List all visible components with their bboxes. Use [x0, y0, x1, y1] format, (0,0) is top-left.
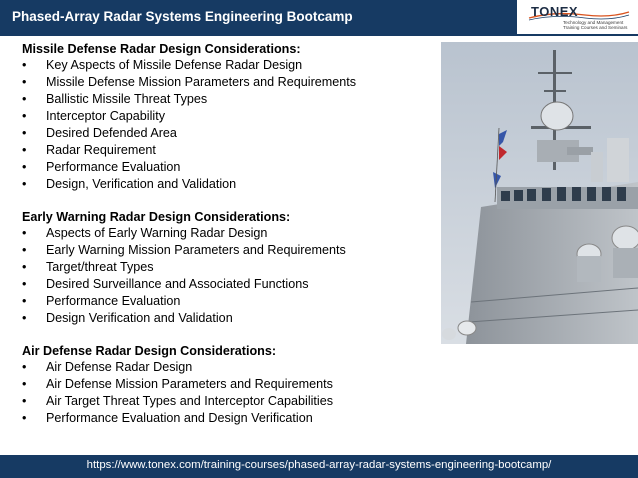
bullet-item: • Desired Surveillance and Associated Functions: [22, 276, 434, 293]
bullet-item: • Target/threat Types: [22, 259, 434, 276]
bullet-list: [22, 225, 434, 327]
header-divider: [0, 34, 638, 36]
footer-bar: [0, 455, 638, 478]
bullet-item: • Radar Requirement: [22, 142, 434, 159]
section-air-defense: [22, 343, 434, 427]
content-area: [22, 41, 434, 443]
section-heading: Missile Defense Radar Design Considerations:: [22, 42, 301, 56]
warship-radar-photo: [441, 42, 638, 344]
bullet-item: • Missile Defense Mission Parameters and Requirements: [22, 74, 434, 91]
section-heading: Air Defense Radar Design Considerations:: [22, 344, 277, 358]
bullet-list: [22, 359, 434, 427]
bullet-item: • Air Defense Mission Parameters and Requirements: [22, 376, 434, 393]
section-heading: Early Warning Radar Design Considerations:: [22, 210, 291, 224]
warship-illustration: [441, 42, 638, 344]
bullet-item: • Design, Verification and Validation: [22, 176, 434, 193]
bullet-item: • Ballistic Missile Threat Types: [22, 91, 434, 108]
title-bar: [0, 0, 517, 34]
section-early-warning: [22, 209, 434, 327]
logo-tagline-1: Technology and Management: [563, 20, 624, 25]
bullet-item: • Air Defense Radar Design: [22, 359, 434, 376]
tonex-logo[interactable]: [525, 3, 635, 33]
bullet-item: • Key Aspects of Missile Defense Radar Design: [22, 57, 434, 74]
logo-wordmark: TONEX: [531, 4, 579, 19]
bullet-item: • Early Warning Mission Parameters and Requirements: [22, 242, 434, 259]
bullet-list: [22, 57, 434, 193]
bullet-item: • Performance Evaluation and Design Verification: [22, 410, 434, 427]
bullet-item: • Air Target Threat Types and Interceptor Capabilities: [22, 393, 434, 410]
bullet-item: • Design Verification and Validation: [22, 310, 434, 327]
bullet-item: • Performance Evaluation: [22, 293, 434, 310]
page-title: Phased-Array Radar Systems Engineering Bootcamp: [12, 9, 353, 24]
logo-tagline-2: Training Courses and Seminars: [563, 25, 628, 30]
bullet-item: • Desired Defended Area: [22, 125, 434, 142]
bullet-item: • Performance Evaluation: [22, 159, 434, 176]
header: [0, 0, 638, 36]
footer-url-link[interactable]: https://www.tonex.com/training-courses/phased-array-radar-systems-engineering-bootcamp/: [86, 459, 552, 471]
section-missile-defense: [22, 41, 434, 193]
bullet-item: • Aspects of Early Warning Radar Design: [22, 225, 434, 242]
bullet-item: • Interceptor Capability: [22, 108, 434, 125]
